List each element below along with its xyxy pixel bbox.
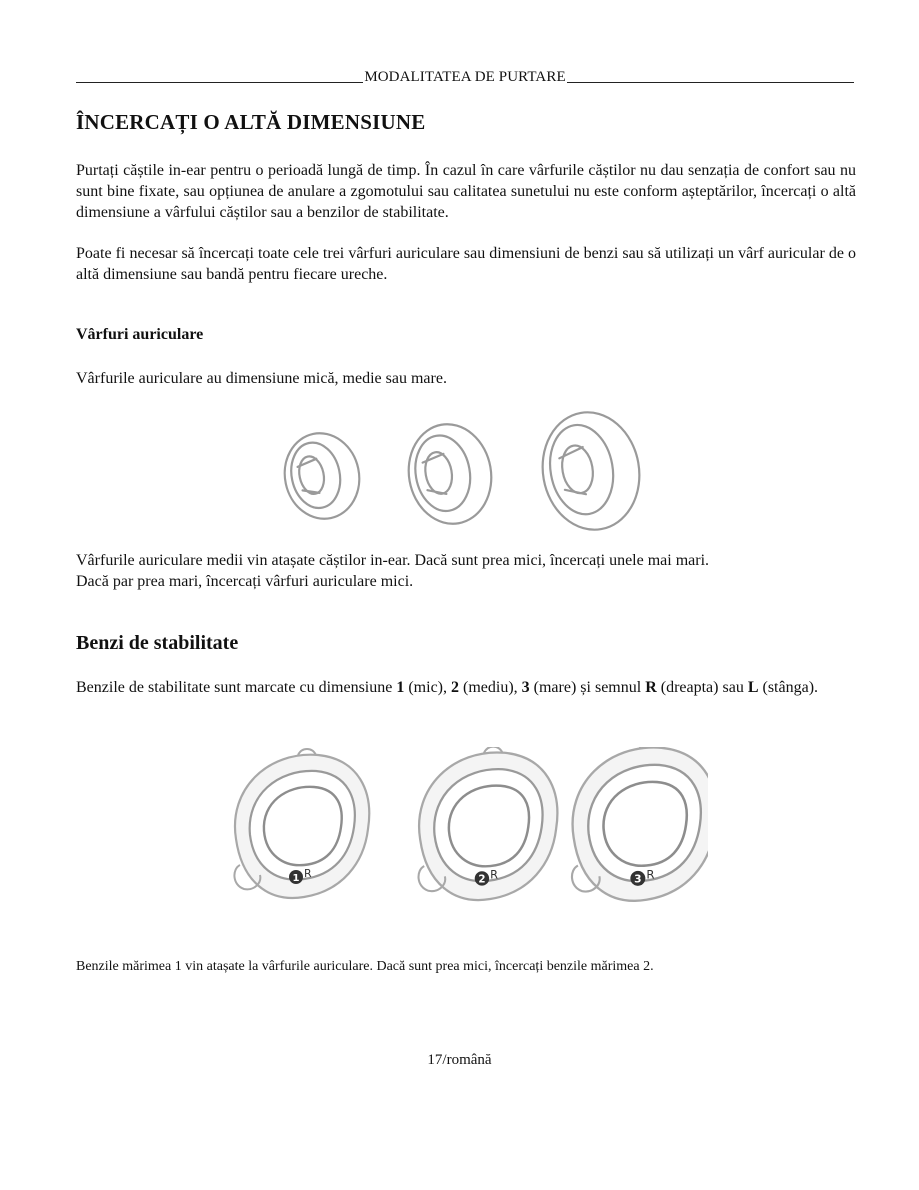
band-2-side: R [490,867,499,882]
band-3-side: R [646,867,655,882]
band-size-3 [572,747,708,901]
tips-note-paragraph [76,550,856,592]
stability-bands-illustration [218,747,708,905]
bands-marking-paragraph [76,677,856,698]
ear-tip-medium [401,418,499,531]
band-size-2 [419,747,558,900]
tips-note-line-1: Vârfurile auriculare medii vin atașate căștilor in-ear. Dacă sunt prea mici, încercați unele mai mari. [76,552,710,569]
bands-text-3: (mediu), [459,679,522,696]
bands-text-5: (dreapta) sau [656,679,748,696]
band-1-number: 1 [292,873,300,884]
tips-sizes-paragraph: Vârfurile auriculare au dimensiune mică, medie sau mare. [76,370,447,387]
band-size-1 [234,749,369,898]
bands-heading: Benzi de stabilitate [76,632,239,654]
page-header [76,66,854,86]
page-number: 17/română [427,1052,492,1068]
intro-paragraph: Purtați căștile in-ear pentru o perioadă lungă de timp. În cazul în care vârfurile căștilor nu dau senzația de confort sau nu sunt bine fixate, sau opțiunea de anulare a zgomotului sau calitatea sunetului nu este conform așteptărilor, încercați o altă dimensiune a vârfului căștilor sau a benzilor de stabilitate. [76,162,856,221]
bands-text-4: (mare) și semnul [529,679,646,696]
right-label: R [645,679,657,696]
size-1-label: 1 [396,679,405,696]
bands-text-6: (stânga). [758,679,819,696]
advice-paragraph: Poate fi necesar să încercați toate cele trei vârfuri auriculare sau dimensiuni de benzi sau să utilizați un vârf auricular de o altă dimensiune sau bandă pentru fiecare ureche. [76,245,856,283]
size-3-label: 3 [521,679,530,696]
ear-tip-large [533,408,646,533]
band-2-number: 2 [478,873,486,886]
header-rule-right [567,82,854,83]
header-title: MODALITATEA DE PURTARE [364,69,566,85]
bands-text-1: Benzile de stabilitate sunt marcate cu dimensiune [76,679,397,696]
tips-subheading: Vârfuri auriculare [76,326,204,343]
bands-note-paragraph: Benzile mărimea 1 vin atașate la vârfurile auriculare. Dacă sunt prea mici, încercați benzile mărimea 2. [76,959,654,974]
size-2-label: 2 [451,679,459,696]
left-label: L [747,679,759,696]
header-rule-left [76,82,363,83]
band-3-number: 3 [634,872,642,886]
band-1-side: R [304,867,312,880]
bands-text-2: (mic), [404,679,451,696]
page-title: ÎNCERCAȚI O ALTĂ DIMENSIUNE [76,110,426,134]
ear-tips-illustration [276,408,646,533]
tips-note-line-2: Dacă par prea mari, încercați vârfuri auriculare mici. [76,573,414,590]
ear-tip-small [277,426,367,526]
